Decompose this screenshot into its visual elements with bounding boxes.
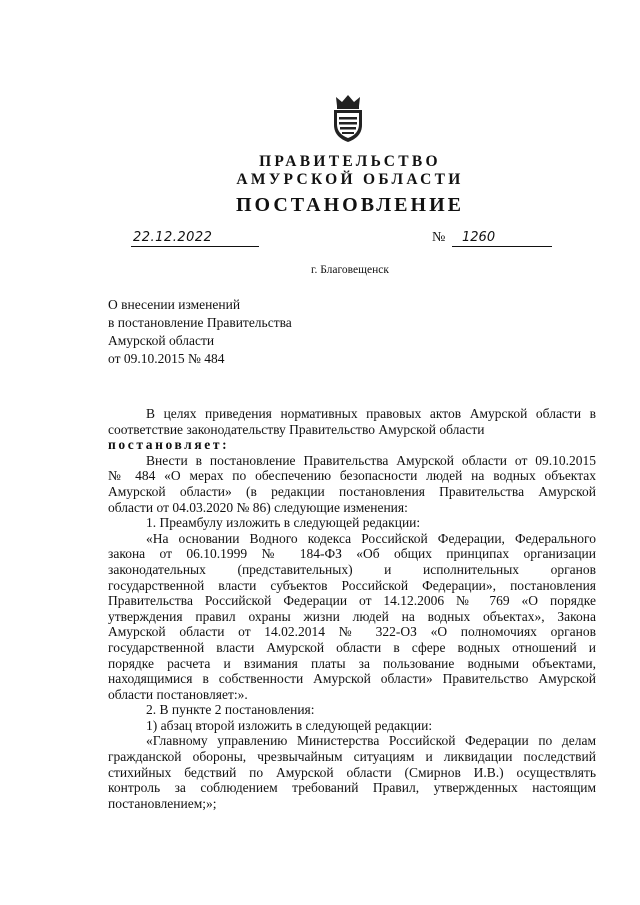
city-name: г. Благовещенск: [311, 264, 389, 276]
body-line: области постановляет:».: [108, 686, 248, 702]
body-line: Правительства Российской Федерации от 14.12.2006 № 769 «О порядке: [108, 593, 596, 609]
body-line: утверждения правил охраны жизни людей на водных объектах», Закона: [108, 608, 596, 624]
body-line: «Главному управлению Министерства Российской Федерации по делам: [146, 733, 596, 749]
coat-of-arms-emblem: [328, 93, 368, 143]
document-date-field: [131, 228, 259, 247]
body-line: Амурской области» (в редакции постановления Правительства Амурской: [108, 483, 596, 499]
body-line: области от 04.03.2020 № 86) следующие изменения:: [108, 499, 408, 515]
body-line: контроль за соблюдением требований Правил, утвержденных настоящим: [108, 780, 596, 796]
body-line: государственной власти субъектов Российской Федерации», постановления: [108, 577, 596, 593]
body-line: находящимися в собственности Амурской области» Правительство Амурской: [108, 671, 596, 687]
body-line: В целях приведения нормативных правовых актов Амурской области в: [146, 406, 596, 421]
body-line: постановляет:: [108, 437, 230, 453]
body-line: постановлением;»;: [108, 795, 217, 811]
document-number: 1260: [462, 230, 496, 245]
body-line: «На основании Водного кодекса Российской Федерации, Федерального: [146, 530, 596, 546]
subject-line: от 09.10.2015 № 484: [108, 351, 225, 366]
subject-line: О внесении изменений: [108, 297, 241, 312]
body-line: закона от 06.10.1999 № 184-ФЗ «Об общих принципах организации: [108, 546, 596, 562]
body-line: 2. В пункте 2 постановления:: [146, 702, 315, 718]
body-line: № 484 «О мерах по обеспечению безопасности людей на водных объектах: [108, 468, 596, 484]
body-line: Амурской области от 14.02.2014 № 322-ОЗ «О полномочиях органов: [108, 624, 596, 640]
document-date: 22.12.2022: [133, 230, 213, 245]
body-line: 1. Преамбулу изложить в следующей редакции:: [146, 515, 421, 531]
body-line: Внести в постановление Правительства Амурской области от 09.10.2015: [146, 452, 596, 468]
body-line: государственной власти Амурской области в сфере водных отношений и: [108, 639, 596, 655]
government-title: ПРАВИТЕЛЬСТВО: [259, 153, 441, 170]
body-line: 1) абзац второй изложить в следующей редакции:: [146, 717, 433, 733]
document-subject: [108, 296, 292, 368]
body-line: стихийных бедствий по Амурской области (Смирнов И.В.) осуществлять: [108, 764, 596, 780]
number-label: №: [432, 230, 446, 245]
body-line: соответствие законодательству Правительство Амурской области: [108, 421, 485, 437]
body-line: порядке расчета и взимания платы за пользование водными объектами,: [108, 655, 596, 671]
document-type: ПОСТАНОВЛЕНИЕ: [236, 194, 464, 216]
subject-line: в постановление Правительства: [108, 315, 292, 330]
body-line: гражданской обороны, чрезвычайным ситуациям и ликвидации последствий: [108, 749, 596, 765]
body-line: законодательных (представительных) и исполнительных органов: [108, 561, 596, 577]
subject-line: Амурской области: [108, 333, 215, 348]
document-body: [108, 406, 596, 811]
region-title: АМУРСКОЙ ОБЛАСТИ: [236, 171, 464, 188]
document-number-field: [452, 228, 552, 247]
